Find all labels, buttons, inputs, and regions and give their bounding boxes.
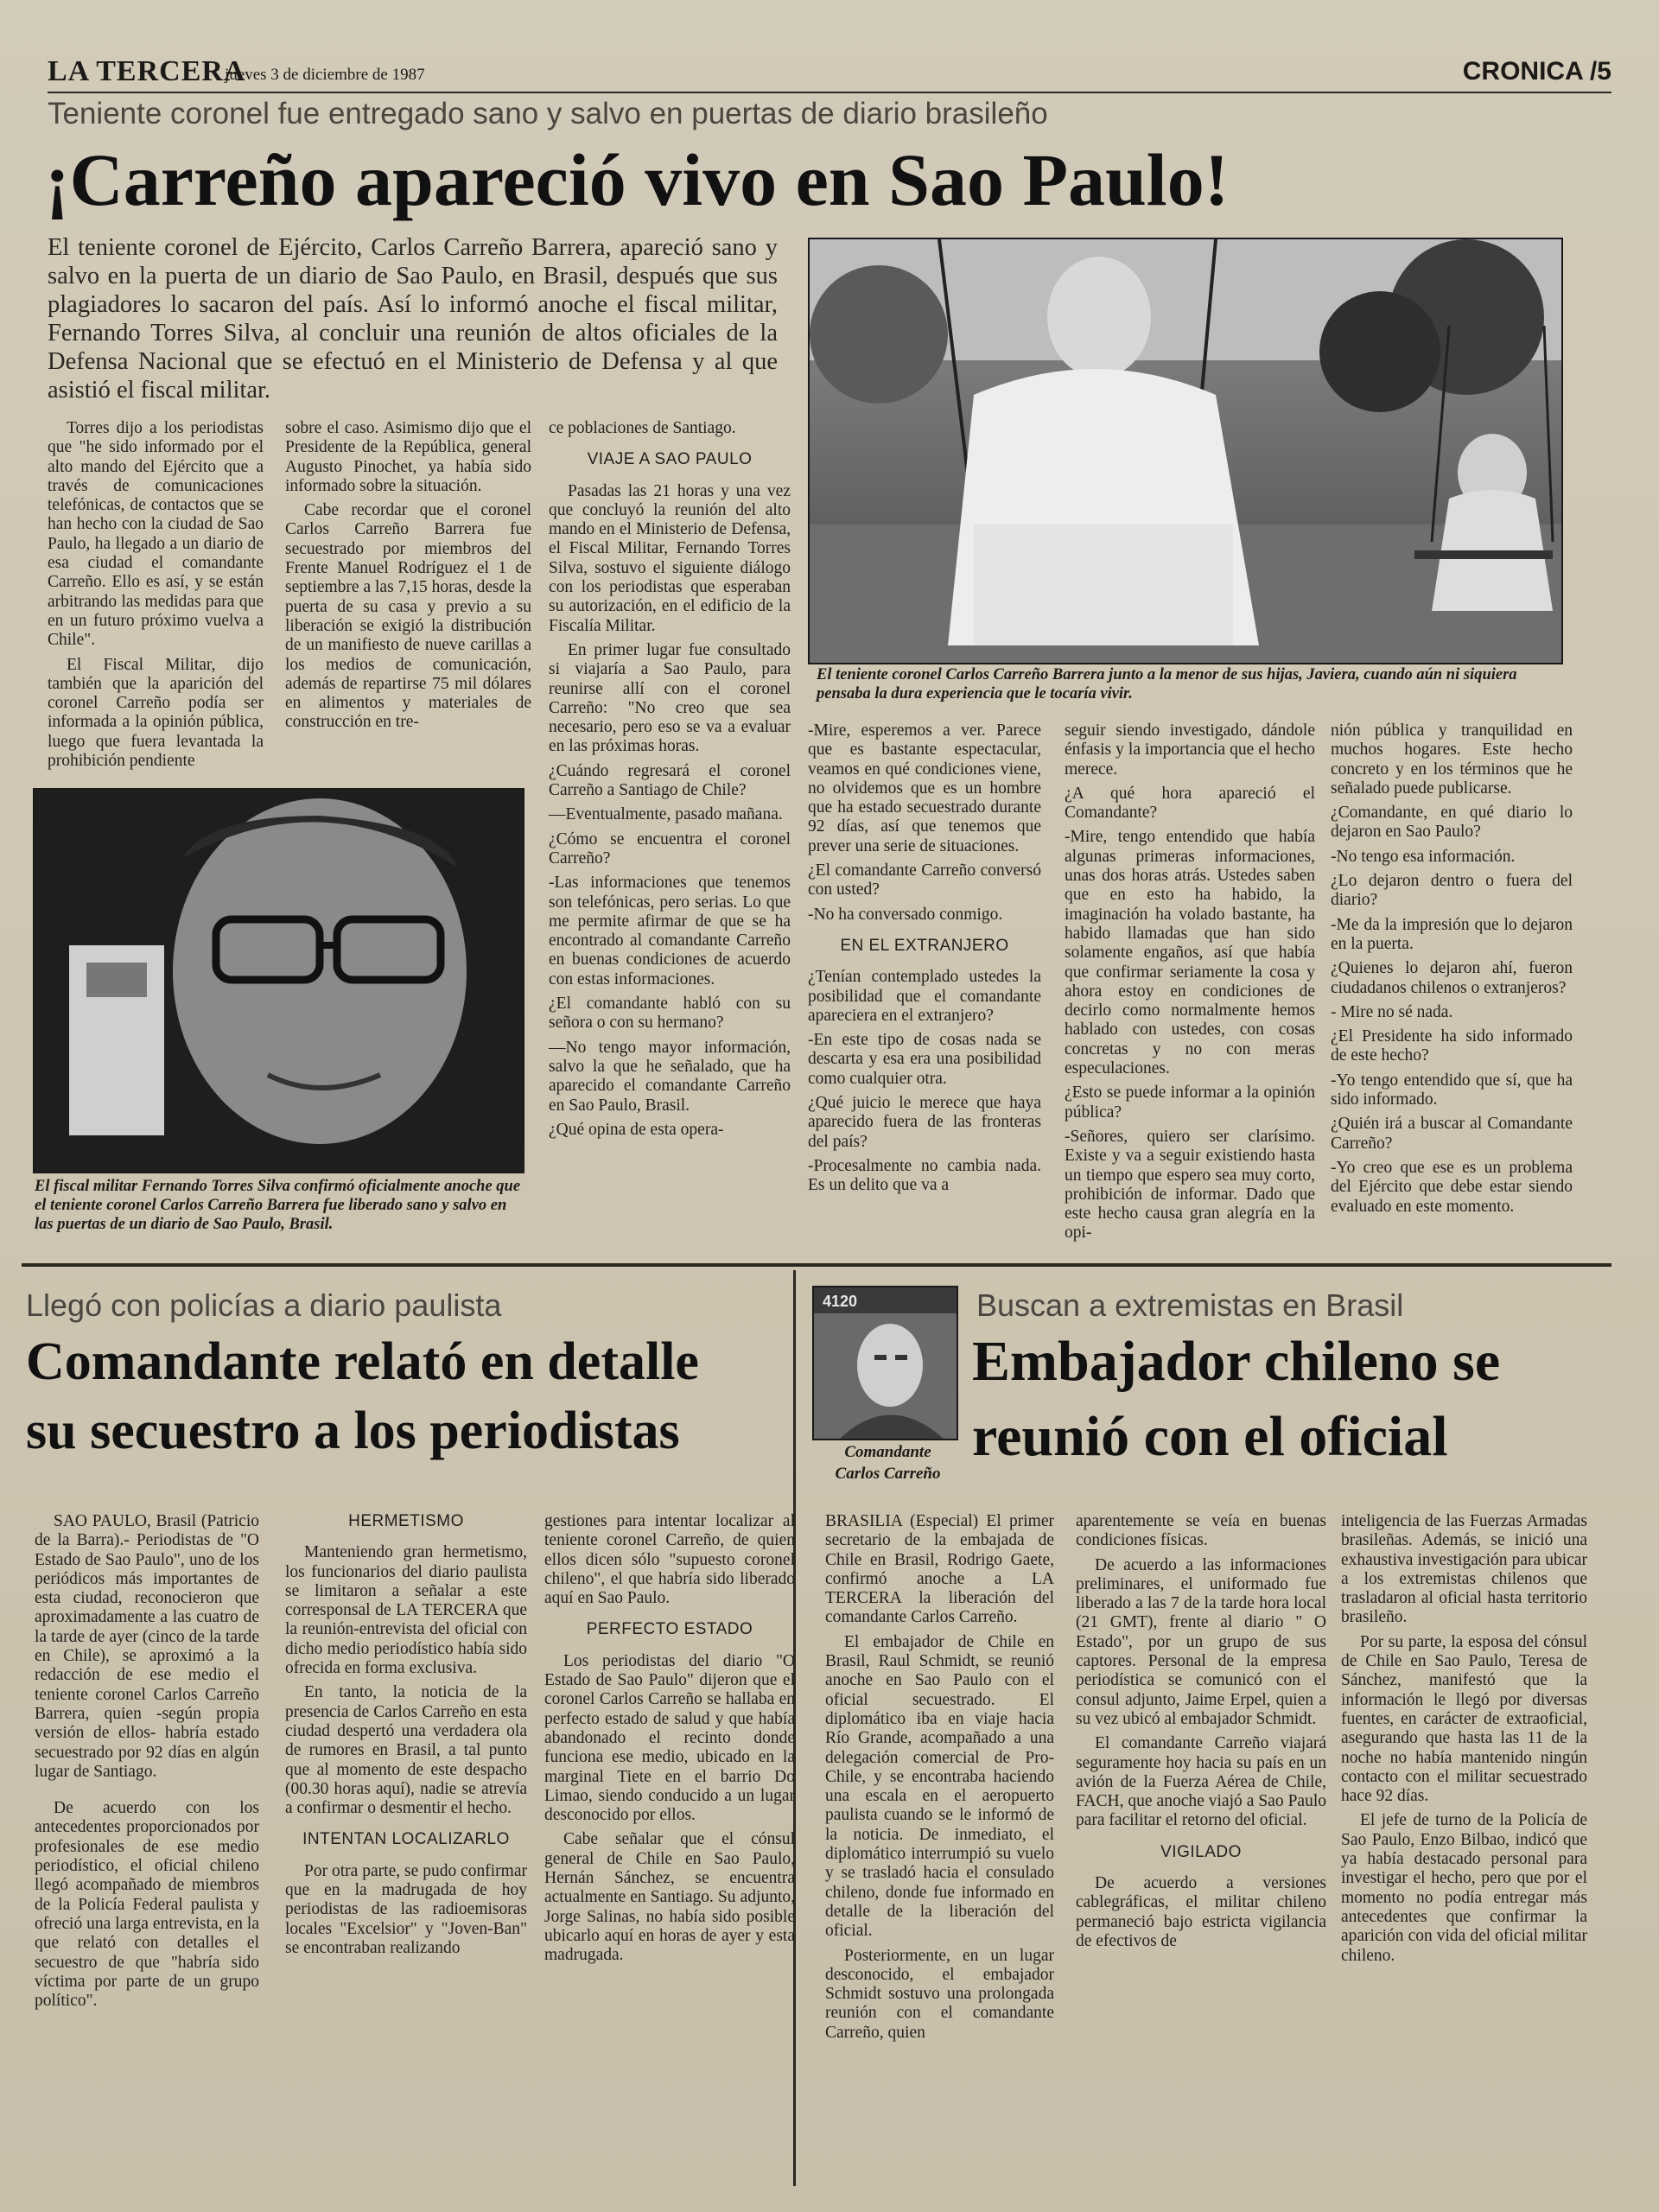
paragraph: Cabe señalar que el cónsul general de Chile en Sao Paulo, Hernán Sánchez, se encuentra actualmente en Santiago. Su adjunto, Jorge Salinas, no había sido posible ubicarlo aquí en horas de ayer y esta madrugada. bbox=[544, 1830, 795, 1965]
fiscal-torres-photo bbox=[33, 788, 524, 1173]
dialog-line: —Eventualmente, pasado mañana. bbox=[549, 805, 783, 824]
paragraph: inteligencia de las Fuerzas Armadas brasileñas. Además, se inició una exhaustiva investigación para ubicar a los extremistas chilenos que trasladaron al oficial hasta territorio brasileño. bbox=[1341, 1512, 1587, 1627]
paragraph: En primer lugar fue consultado si viajaría a Sao Paulo, para reunirse allí con el coronel Carreño: "No creo que sea necesario, pero eso se va a evaluar en las próximas horas. bbox=[549, 640, 791, 756]
paper-logo: LA TERCERA bbox=[48, 55, 246, 87]
dialog-line: ¿Cómo se encuentra el coronel Carreño? bbox=[549, 830, 791, 868]
paragraph: Manteniendo gran hermetismo, los funcionarios del diario paulista se limitaron a señalar a este corresponsal de LA TERCERA que la reunión-entrevista del oficial con dicho medio periodístico había sido ofrecida en forma exclusiva. bbox=[285, 1543, 527, 1678]
dialog-line: -No tengo esa información. bbox=[1331, 847, 1516, 866]
dialog-line: ¿Esto se puede informar a la opinión pública? bbox=[1065, 1084, 1315, 1122]
paragraph: El embajador de Chile en Brasil, Raul Schmidt, se reunió anoche en Sao Paulo con el oficial secuestrado. El diplomático iba en viaje hacia Río Grande, acompañado a una delegación comercial de Pro-Chile, y se encontraba haciendo una escala en el aeropuerto paulista cuando se le informó de la noticia. De inmediato, el diplomático interrumpió su vuelo y se trasladó hacia el consulado chileno, donde fue informado en detalle de la liberación del oficial. bbox=[825, 1632, 1054, 1941]
dialog-line: -Yo tengo entendido que sí, que ha sido informado. bbox=[1331, 1071, 1573, 1109]
dialog-line: -No ha conversado conmigo. bbox=[808, 905, 1003, 924]
main-col-2 bbox=[285, 419, 531, 738]
main-col-1 bbox=[48, 419, 264, 776]
dialog-line: —No tengo mayor información, salvo la que he señalado, que ha aparecido el comandante Carreño en Sao Paulo, Brasil. bbox=[549, 1038, 791, 1115]
paragraph: Por otra parte, se pudo confirmar que en la madrugada de hoy periodistas de las radioemisoras locales "Excelsior" y "Joven-Ban" se encontraban realizando bbox=[285, 1861, 527, 1957]
masthead bbox=[48, 52, 1611, 93]
paragraph: El comandante Carreño viajará seguramente hoy hacia su país en un avión de la Fuerza Aérea de Chile, FACH, que anoche viajó a Sao Paulo para facilitar el retorno del oficial. bbox=[1076, 1734, 1326, 1830]
subhead-extranjero: EN EL EXTRANJERO bbox=[840, 936, 1009, 955]
paragraph: gestiones para intentar localizar al teniente coronel Carreño, de quien ellos dicen sólo "supuesto coronel chileno", el que habría sido liberado aquí en Sao Paulo. bbox=[544, 1512, 795, 1608]
dialog-line: ¿A qué hora apareció el Comandante? bbox=[1065, 784, 1315, 823]
photo-badge-text: 4120 bbox=[823, 1293, 858, 1310]
story3-headline-line1: Embajador chileno se bbox=[972, 1330, 1501, 1393]
story2-col-1 bbox=[35, 1512, 259, 2016]
paragraph: El jefe de turno de la Policía de Sao Paulo, Enzo Bilbao, indicó que ya había destacado personal para investigar el hecho, pero que por el momento no podía entregar más antecedentes que confirmar la aparición con vida del oficial militar chileno. bbox=[1341, 1811, 1587, 1965]
paragraph: Los periodistas del diario "O Estado de Sao Paulo" dijeron que el coronel Carlos Carreño se hallaba en perfecto estado de salud y que había abandonado el recinto donde funciona ese medio, ubicado en la marginal Tiete en el barrio Do Limao, siendo conducido a un lugar desconocido por ellos. bbox=[544, 1651, 795, 1825]
section-label: CRONICA /5 bbox=[1462, 57, 1611, 86]
story2-headline-line1: Comandante relató en detalle bbox=[26, 1332, 699, 1391]
dialog-line: nión pública y tranquilidad en muchos hogares. Este hecho concreto y en los términos que he señalado puede publicarse. bbox=[1331, 721, 1573, 798]
issue-date: jueves 3 de diciembre de 1987 bbox=[225, 66, 425, 84]
carreno-family-photo bbox=[808, 238, 1563, 664]
main-kicker: Teniente coronel fue entregado sano y salvo en puertas de diario brasileño bbox=[48, 97, 1048, 130]
dialog-line: seguir siendo investigado, dándole énfasis y la importancia que el hecho merece. bbox=[1065, 721, 1315, 779]
story3-col-1 bbox=[825, 1512, 1054, 2048]
dialog-line: ¿Qué opina de esta opera- bbox=[549, 1120, 724, 1139]
paragraph: Torres dijo a los periodistas que "he sido informado por el alto mando del Ejército que a través de comunicaciones telefónicas, de contactos que se han hecho con la ciudad de Sao Paulo, ha llegado a un diario de esa ciudad el comandante Carreño. Ello es así, y se están arbitrando las medidas para que en un futuro próximo vuelva a Chile". bbox=[48, 419, 264, 650]
dialog-line: -Procesalmente no cambia nada. Es un delito que va a bbox=[808, 1156, 1041, 1195]
photo-illustration bbox=[810, 239, 1561, 663]
paragraph: SAO PAULO, Brasil (Patricio de la Barra).- Periodistas de "O Estado de Sao Paulo", uno de los periódicos más importantes de esta ciudad, reconocieron que aproximadamente a las cuatro de la tarde de ayer (cinco de la tarde en Chile), se aproximó a la redacción de ese medio el teniente coronel Carlos Carreño Barrera, quien -según propia versión de ellos- habría estado secuestrado por 92 días en algún lugar de Santiago. bbox=[35, 1512, 259, 1781]
portrait-illustration bbox=[814, 1287, 957, 1439]
paragraph: El Fiscal Militar, dijo también que la aparición del coronel Carreño podía ser informada a la opinión pública, luego que fuera levantada la prohibición pendiente bbox=[48, 655, 264, 771]
paragraph: aparentemente se veía en buenas condiciones físicas. bbox=[1076, 1512, 1326, 1550]
dialog-line: ¿Comandante, en qué diario lo dejaron en Sao Paulo? bbox=[1331, 804, 1573, 842]
dialog-line: ¿Tenían contemplado ustedes la posibilidad que el comandante apareciera en el extranjero? bbox=[808, 968, 1041, 1025]
story2-col-3 bbox=[544, 1512, 795, 1971]
fiscal-photo-caption: El fiscal militar Fernando Torres Silva confirmó oficialmente anoche que el teniente coronel Carlos Carreño Barrera fue liberado sano y salvo en las puertas de un diario de Sao Paulo, Brasil. bbox=[35, 1178, 521, 1233]
dialog-line: ¿Lo dejaron dentro o fuera del diario? bbox=[1331, 872, 1573, 910]
paragraph: Pasadas las 21 horas y una vez que concluyó la reunión del alto mando en el Ministerio de Defensa, el Fiscal Militar, Fernando Torres Silva, sostuvo el siguiente diálogo con los periodistas que esperaban su autorización, en el edificio de la Fiscalía Militar. bbox=[549, 481, 791, 635]
story2-col-2 bbox=[285, 1512, 527, 1963]
story3-col-2 bbox=[1076, 1512, 1326, 1956]
subhead-intentan: INTENTAN LOCALIZARLO bbox=[302, 1830, 510, 1849]
dialog-line: ¿Qué juicio le merece que haya aparecido fuera de las fronteras del país? bbox=[808, 1094, 1041, 1151]
paragraph: Por su parte, la esposa del cónsul de Chile en Sao Paulo, Teresa de Sánchez, manifestó que la información le llegó por diversas fuentes, en carácter de extraoficial, asegurando que hasta las 11 de la noche no había mantenido ningún contacto con el militar secuestrado hace 92 días. bbox=[1341, 1632, 1587, 1806]
paragraph: BRASILIA (Especial) El primer secretario de la embajada de Chile en Brasil, Rodrigo Gaete, confirmó anoche a LA TERCERA la liberación del comandante Carlos Carreño. bbox=[825, 1512, 1054, 1627]
dialog-line: -Mire, esperemos a ver. Parece que es bastante espectacular, veamos en qué condiciones viene, no olvidemos que es un hombre que ha estado secuestrado durante 92 días, así que tenemos que prever una serie de situaciones. bbox=[808, 721, 1041, 855]
dialog-line: ¿El comandante Carreño conversó con usted? bbox=[808, 861, 1041, 899]
lead-text: El teniente coronel de Ejército, Carlos Carreño Barrera, apareció sano y salvo en la puerta de un diario de Sao Paulo, en Brasil, después que sus plagiadores lo sacaron del país. Así lo informó anoche el fiscal militar, Fernando Torres Silva, al concluir una reunión de altos oficiales de la Defensa Nacional que se efectuó en el Ministerio de Defensa y al que asistió el fiscal militar. bbox=[48, 234, 778, 404]
dialog-line: -Yo creo que ese es un problema del Ejército que debe estar siendo evaluado en este momento. bbox=[1331, 1158, 1573, 1216]
dialog-line: -En este tipo de cosas nada se descarta y esa era una posibilidad como cualquier otra. bbox=[808, 1031, 1041, 1088]
dialog-line: ¿Cuándo regresará el coronel Carreño a Santiago de Chile? bbox=[549, 761, 791, 800]
story3-col-3 bbox=[1341, 1512, 1587, 1971]
main-lead bbox=[48, 233, 778, 419]
paragraph: De acuerdo a las informaciones preliminares, el uniformado fue liberado a las 7 de la tarde hora local (21 GMT), frente al diario " O Estado", por un grupo de sus captores. Personal de la empresa periodística se comunicó con el consul adjunto, Jaime Erpel, quien a su vez ubicó al embajador Schmidt. bbox=[1076, 1555, 1326, 1728]
subhead-hermetismo: HERMETISMO bbox=[348, 1512, 464, 1530]
paragraph: De acuerdo a versiones cablegráficas, el militar chileno permaneció bajo estricta vigilancia de efectivos de bbox=[1076, 1874, 1326, 1950]
main-col-5 bbox=[1065, 721, 1315, 1249]
story3-headline-line2: reunió con el oficial bbox=[972, 1405, 1448, 1468]
paragraph: Posteriormente, en un lugar desconocido, el embajador Schmidt sostuvo una prolongada reunión con el comandante Carreño, quien bbox=[825, 1946, 1054, 2042]
dialog-line: ¿Quienes lo dejaron ahí, fueron ciudadanos chilenos o extranjeros? bbox=[1331, 959, 1573, 997]
main-col-6 bbox=[1331, 721, 1573, 1222]
story2-headline-line2: su secuestro a los periodistas bbox=[26, 1402, 680, 1460]
dialog-line: -Mire, tengo entendido que había algunas primeras informaciones, unas dos horas atrás. Ustedes saben que en esto ha habido, la imaginación ha volado bastante, ha habido llamadas que han sido solamente engaños, así que había que confirmar seriamente la cosa y ahora estoy en condiciones de decirlo como normalmente hemos hablado con ustedes, con cosas concretas y no con meras especulaciones. bbox=[1065, 828, 1315, 1078]
dialog-line: ¿El Presidente ha sido informado de este hecho? bbox=[1331, 1027, 1573, 1065]
subhead-viaje: VIAJE A SAO PAULO bbox=[587, 450, 753, 469]
dialog-line: -Me da la impresión que lo dejaron en la puerta. bbox=[1331, 915, 1573, 953]
paragraph: De acuerdo con los antecedentes proporcionados por profesionales de ese medio periodístico, el oficial chileno llegó acompañado de miembros de la Policía Federal paulista y ofreció una larga entrevista, en la que relató con detalles el secuestro de que "habría sido víctima por parte de un grupo político". bbox=[35, 1799, 259, 2011]
dialog-line: ¿Quién irá a buscar al Comandante Carreño? bbox=[1331, 1115, 1573, 1153]
portrait-caption-2: Carlos Carreño bbox=[835, 1465, 941, 1483]
subhead-perfecto: PERFECTO ESTADO bbox=[586, 1620, 753, 1639]
paragraph: sobre el caso. Asimismo dijo que el Presidente de la República, general Augusto Pinochet, ya había sido informado sobre la situación. bbox=[285, 419, 531, 495]
dialog-line: -Las informaciones que tenemos son telefónicas, pero serias. Lo que me permite afirmar de que se ha encontrado al comandante Carreño en buenas condiciones de acuerdo con estas informaciones. bbox=[549, 874, 791, 988]
subhead-vigilado: VIGILADO bbox=[1160, 1842, 1242, 1861]
paragraph: Cabe recordar que el coronel Carlos Carreño Barrera fue secuestrado por miembros del Frente Manuel Rodríguez el 1 de septiembre a las 7,15 horas, desde la puerta de su casa y previo a su liberación se exigió la distribución de un manifiesto de nueve carillas a los medios de comunicación, además de repartirse 75 mil dólares en alimentos y materiales de construcción en tre- bbox=[285, 501, 531, 732]
dialog-line: ¿El comandante habló con su señora o con su hermano? bbox=[549, 995, 791, 1033]
main-col-3 bbox=[549, 419, 791, 1145]
paragraph: ce poblaciones de Santiago. bbox=[549, 419, 736, 437]
main-col-4 bbox=[808, 721, 1041, 1201]
dialog-line: -Señores, quiero ser clarísimo. Existe y va a seguir existiendo hasta un tiempo que espero sea muy corto, prohibición de informar. Dado que este hecho causa gran alegría en la opi- bbox=[1065, 1127, 1315, 1243]
section-divider bbox=[22, 1263, 1611, 1267]
dialog-line: - Mire no sé nada. bbox=[1331, 1002, 1453, 1021]
story3-kicker: Buscan a extremistas en Brasil bbox=[976, 1287, 1404, 1323]
carreno-portrait-photo bbox=[812, 1286, 958, 1440]
portrait-caption-1: Comandante bbox=[844, 1443, 931, 1461]
fiscal-photo-illustration bbox=[35, 790, 523, 1172]
story2-kicker: Llegó con policías a diario paulista bbox=[26, 1287, 502, 1323]
main-photo-caption: El teniente coronel Carlos Carreño Barrera junto a la menor de sus hijas, Javiera, cuando aún ni siquiera pensaba la dura experiencia que le tocaría vivir. bbox=[817, 666, 1517, 702]
main-headline: ¡Carreño apareció vivo en Sao Paulo! bbox=[45, 138, 1230, 221]
paragraph: En tanto, la noticia de la presencia de Carlos Carreño en esta ciudad despertó una verdadera ola de rumores en Brasil, a tal punto que al momento de este despacho (00.30 horas aquí), nadie se atrevía a confirmar o desmentir el hecho. bbox=[285, 1683, 527, 1818]
